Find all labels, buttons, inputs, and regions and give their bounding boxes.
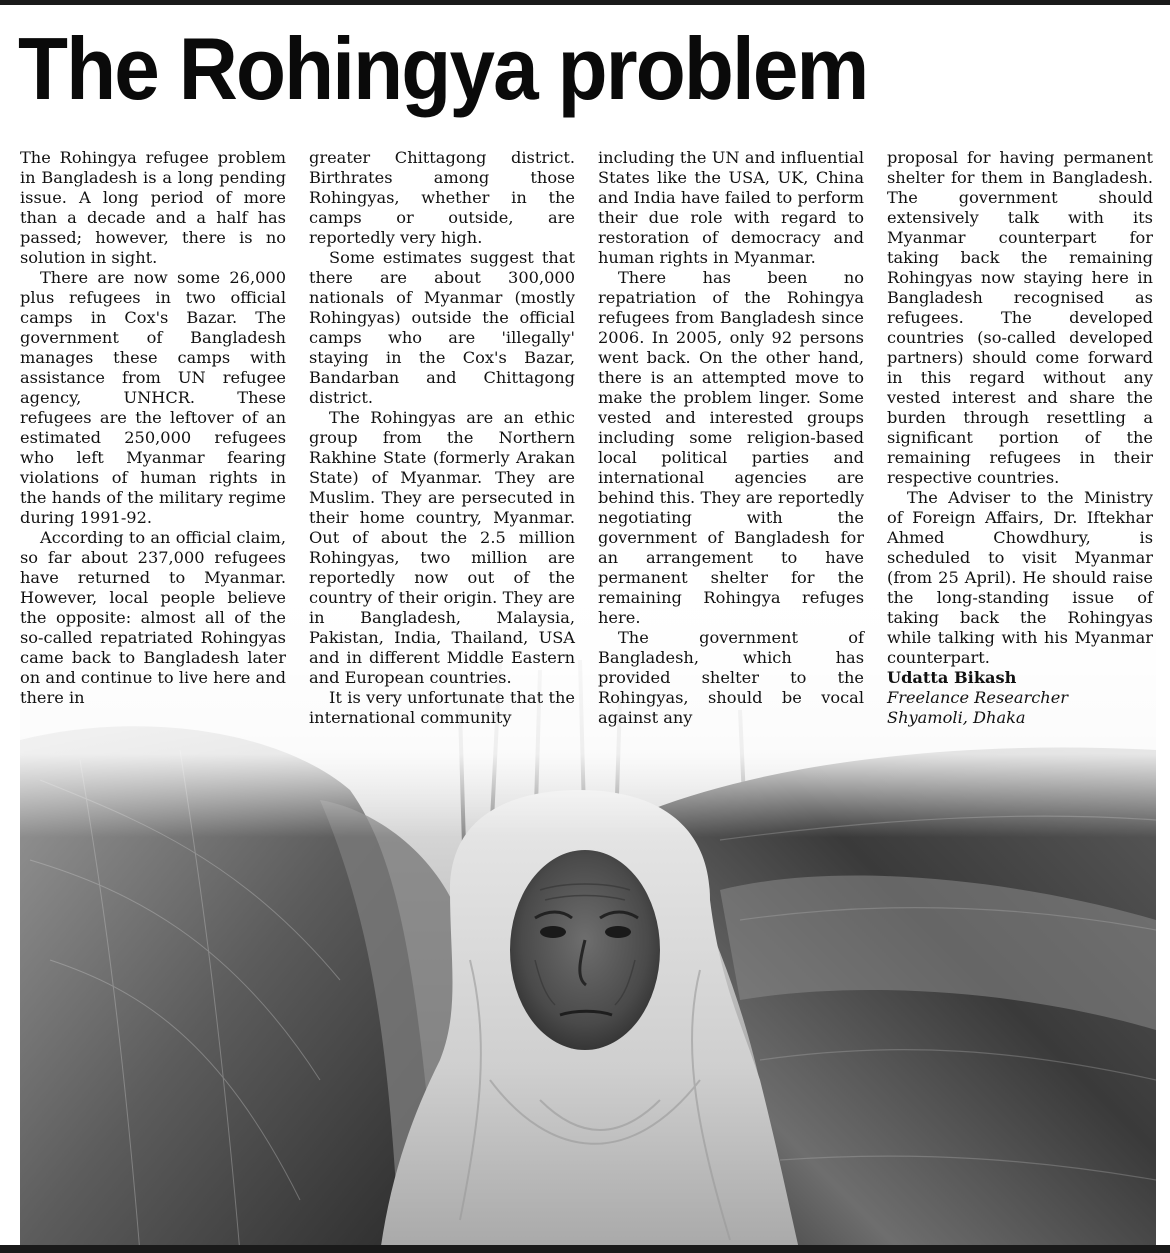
article-column-3: [598, 148, 864, 728]
paragraph: The Rohingyas are an ethic group from the Northern Rakhine State (formerly Arakan State) of Myanmar. They are Muslim. They are persecuted in their home country, Myanmar. Out of about the 2.5 million Rohingyas, two million are reportedly now out of the country of their origin. They are in Bangladesh, Malaysia, Pakistan, India, Thailand, USA and in different Middle Eastern and European countries.: [309, 408, 575, 687]
author-name: Udatta Bikash: [887, 668, 1017, 687]
author-location: Shyamoli, Dhaka: [887, 708, 1026, 727]
paragraph: including the UN and influential States like the USA, UK, China and India have failed to perform their due role with regard to restoration of democracy and human rights in Myanmar.: [598, 148, 864, 267]
headline: The Rohingya problem: [18, 19, 868, 118]
article-column-1: [20, 148, 286, 708]
paragraph: proposal for having permanent shelter for them in Bangladesh. The government should extensively talk with its Myanmar counterpart for taking back the remaining Rohingyas now staying here in Bangladesh recognised as refugees. The developed countries (so-called developed partners) should come forward in this regard without any vested interest and share the burden through resettling a significant portion of the remaining refugees in their respective countries.: [887, 148, 1153, 487]
article-column-2: [309, 148, 575, 728]
paragraph: greater Chittagong district. Birthrates among those Rohingyas, whether in the camps or outside, are reportedly very high.: [309, 148, 575, 247]
paragraph: The Rohingya refugee problem in Bangladesh is a long pending issue. A long period of more than a decade and a half has passed; however, there is no solution in sight.: [20, 148, 286, 267]
paragraph: There are now some 26,000 plus refugees in two official camps in Cox's Bazar. The government of Bangladesh manages these camps with assistance from UN refugee agency, UNHCR. These refugees are the leftover of an estimated 250,000 refugees who left Myanmar fearing violations of human rights in the hands of the military regime during 1991-92.: [20, 268, 286, 527]
bottom-rule: [0, 1245, 1170, 1253]
paragraph: It is very unfortunate that the international community: [309, 688, 575, 727]
paragraph: According to an official claim, so far about 237,000 refugees have returned to Myanmar. However, local people believe the opposite: almost all of the so-called repatriated Rohingyas came back to Bangladesh later on and continue to live here and there in: [20, 528, 286, 707]
article-column-4: [887, 148, 1153, 728]
paragraph: The government of Bangladesh, which has provided shelter to the Rohingyas, should be vocal against any: [598, 628, 864, 727]
paragraph: The Adviser to the Ministry of Foreign Affairs, Dr. Iftekhar Ahmed Chowdhury, is scheduled to visit Myanmar (from 25 April). He should raise the long-standing issue of taking back the Rohingyas while talking with his Myanmar counterpart.: [887, 488, 1153, 667]
paragraph: Some estimates suggest that there are about 300,000 nationals of Myanmar (mostly Rohingyas) outside the official camps who are 'illegally' staying in the Cox's Bazar, Bandarban and Chittagong district.: [309, 248, 575, 407]
top-rule: [0, 0, 1170, 5]
author-title: Freelance Researcher: [887, 688, 1069, 707]
paragraph: There has been no repatriation of the Rohingya refugees from Bangladesh since 2006. In 2005, only 92 persons went back. On the other hand, there is an attempted move to make the problem linger. Some vested and interested groups including some religion-based local political parties and international agencies are behind this. They are reportedly negotiating with the government of Bangladesh for an arrangement to have permanent shelter for the remaining Rohingya refuges here.: [598, 268, 864, 627]
